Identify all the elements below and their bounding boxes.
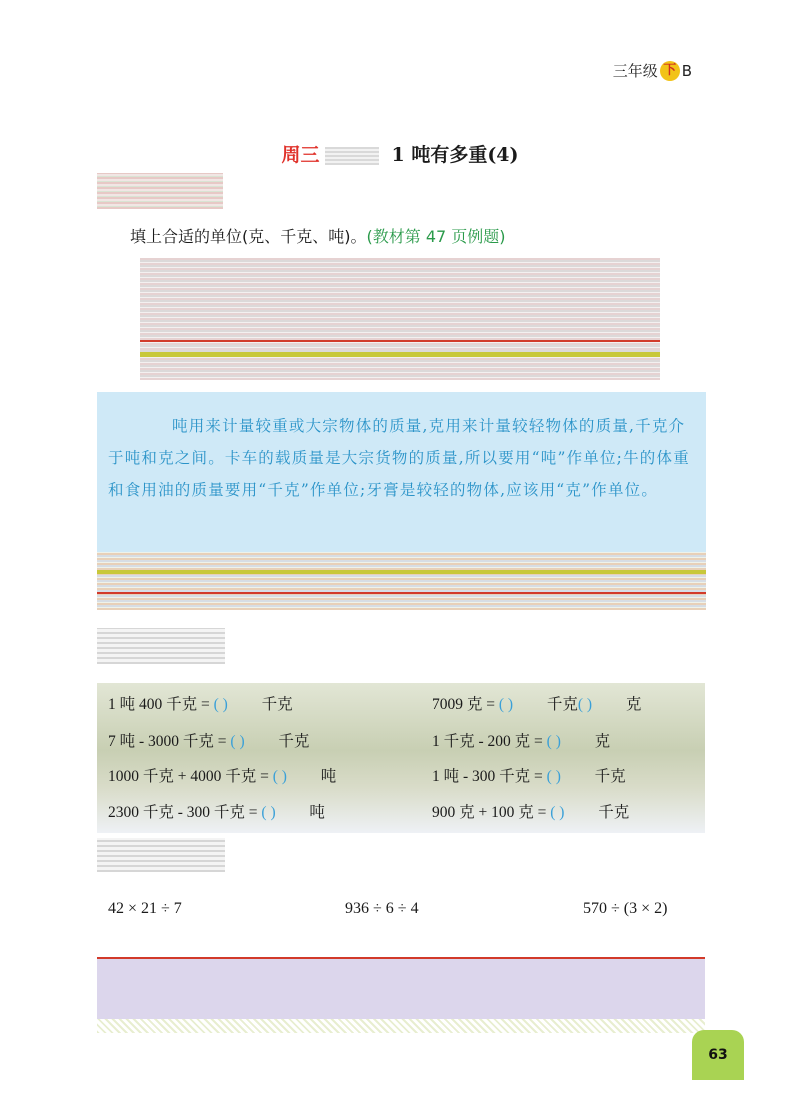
conversion-expression: 900 克 + 100 克 =	[432, 804, 547, 821]
conversion-unit: 克	[625, 696, 642, 713]
tip-text: 吨用来计量较重或大宗物体的质量,克用来计量较轻物体的质量,千克介于吨和克之间。卡车的载质量是大宗货物的质量,所以要用“吨”作单位;牛的体重和食用油的质量要用“千克”作单位;牙膏是较轻的物体,应该用“克”作单位。	[108, 417, 690, 499]
conversion-unit: 千克	[261, 696, 293, 713]
title-decoration	[325, 147, 379, 165]
answer-blank[interactable]: ( )	[546, 733, 561, 750]
answer-blank[interactable]: ( )	[213, 696, 228, 713]
conversion-item	[432, 729, 610, 751]
conversion-item	[108, 692, 293, 714]
page-title	[0, 140, 800, 167]
conversion-expression: 1000 千克 + 4000 千克 =	[108, 768, 269, 785]
section-label-2	[97, 628, 225, 664]
answer-blank[interactable]: ( )	[261, 804, 276, 821]
answer-area-image	[140, 258, 660, 380]
conversion-item	[108, 764, 336, 786]
question-1-text: 填上合适的单位(克、千克、吨)。	[130, 227, 367, 246]
section-label-3	[97, 838, 225, 872]
conversion-unit: 克	[594, 733, 611, 750]
conversion-item	[432, 764, 626, 786]
conversion-expression: 1 千克 - 200 克 =	[432, 733, 543, 750]
calculation-expression: 42 × 21 ÷ 7	[108, 900, 182, 917]
answer-blank[interactable]: ( )	[550, 804, 565, 821]
question-1-prompt	[130, 224, 506, 247]
answer-blank[interactable]: ( )	[498, 696, 514, 713]
title-day: 周三	[281, 144, 320, 166]
grade-label	[613, 60, 692, 81]
conversion-unit: 吨	[309, 804, 325, 821]
calculation-expression: 936 ÷ 6 ÷ 4	[345, 900, 419, 917]
conversion-expression: 1 吨 - 300 千克 =	[432, 768, 543, 785]
conversion-item	[108, 800, 325, 822]
conversion-expression: 7009 克 =	[432, 696, 495, 713]
conversion-unit: 千克	[598, 804, 630, 821]
grade-suffix: B	[681, 61, 692, 80]
conversion-unit: 千克	[594, 768, 626, 785]
grade-text: 三年级	[612, 62, 658, 80]
conversion-item	[432, 800, 629, 822]
question-1-reference: (教材第 47 页例题)	[366, 227, 506, 246]
conversion-item	[108, 729, 309, 751]
grade-badge: 下	[660, 61, 680, 81]
calculation-footer-strip	[97, 1019, 705, 1033]
answer-blank[interactable]: ( )	[272, 768, 287, 785]
conversion-expression: 1 吨 400 千克 =	[108, 696, 210, 713]
conversion-expression: 2300 千克 - 300 千克 =	[108, 804, 258, 821]
page-number: 63	[692, 1030, 744, 1080]
conversion-unit: 吨	[320, 768, 337, 785]
tip-footer-strip	[97, 552, 706, 610]
conversion-expression: 7 吨 - 3000 千克 =	[108, 733, 227, 750]
calculation-work-area[interactable]	[97, 957, 705, 1021]
conversion-item	[432, 692, 641, 714]
calculation-expression: 570 ÷ (3 × 2)	[583, 900, 668, 917]
section-label-1	[97, 173, 223, 209]
conversion-unit: 千克	[546, 696, 578, 713]
answer-blank[interactable]: ( )	[577, 696, 593, 713]
conversion-unit: 千克	[278, 733, 310, 750]
answer-blank[interactable]: ( )	[230, 733, 245, 750]
answer-blank[interactable]: ( )	[546, 768, 561, 785]
title-lesson: 1 吨有多重(4)	[391, 144, 519, 166]
